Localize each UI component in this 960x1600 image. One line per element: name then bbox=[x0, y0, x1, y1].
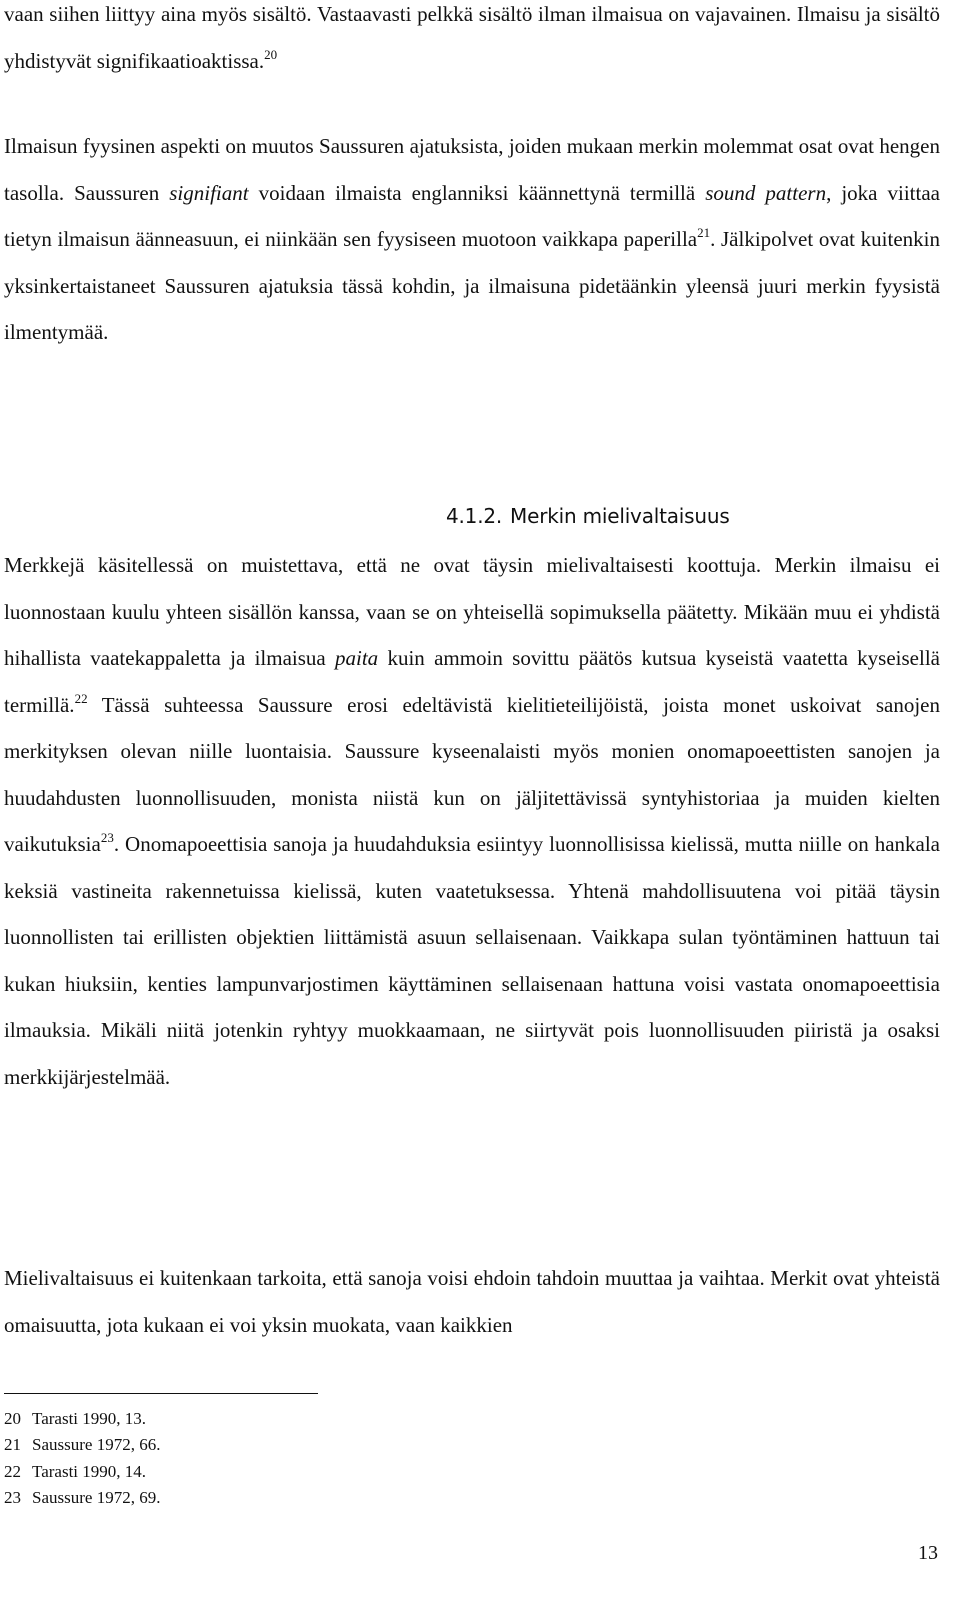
text-run: Ilmaisun fyysinen aspekti on muutos Saussuren ajatuksista, joiden mukaan merkin molemmat osat ovat hengen tasolla. Saussuren bbox=[4, 134, 940, 205]
text-run: voidaan ilmaista englanniksi käännettynä termillä bbox=[248, 180, 706, 205]
footnote-item bbox=[4, 1406, 160, 1432]
footnote-text: Saussure 1972, 66. bbox=[32, 1435, 161, 1455]
text-run: vaan siihen liittyy aina myös sisältö. Vastaavasti pelkkä sisältö ilman ilmaisua on vajavainen. Ilmaisu ja sisältö yhdistyvät signifikaatioaktissa. bbox=[4, 2, 940, 73]
footnote-item bbox=[4, 1432, 160, 1458]
text-run: kuin ammoin sovittu päätös kutsua kyseistä vaatetta kyseisellä termillä. bbox=[4, 646, 940, 717]
italic-term-paita: paita bbox=[335, 646, 379, 670]
footnote-separator bbox=[4, 1393, 318, 1394]
footnote-item bbox=[4, 1485, 160, 1511]
text-run: Mielivaltaisuus ei kuitenkaan tarkoita, että sanoja voisi ehdoin tahdoin muuttaa ja vaihtaa. Merkit ovat yhteistä omaisuutta, jota kukaan ei voi yksin muokata, vaan kaikkien bbox=[4, 1266, 940, 1337]
paragraph-4 bbox=[4, 1255, 940, 1348]
footnote-text: Saussure 1972, 69. bbox=[32, 1487, 161, 1507]
footnote-item bbox=[4, 1459, 160, 1485]
section-heading bbox=[446, 498, 730, 534]
footnote-number: 22 bbox=[4, 1461, 21, 1481]
footnote-ref-22: 22 bbox=[74, 690, 88, 706]
footnote-ref-21: 21 bbox=[697, 225, 711, 240]
footnote-number: 23 bbox=[4, 1487, 21, 1507]
section-title: Merkin mielivaltaisuus bbox=[510, 504, 730, 528]
section-number: 4.1.2. bbox=[446, 504, 503, 528]
footnote-ref-20: 20 bbox=[264, 46, 278, 62]
paragraph-2 bbox=[4, 123, 940, 356]
paragraph-1 bbox=[4, 0, 940, 84]
footnote-number: 20 bbox=[4, 1409, 21, 1428]
footnote-text: Tarasti 1990, 13. bbox=[32, 1409, 147, 1428]
footnote-text: Tarasti 1990, 14. bbox=[32, 1461, 147, 1481]
text-run: . Onomapoeettisia sanoja ja huudahduksia esiintyy luonnollisissa kielissä, mutta niille on hankala keksiä vastineita rakennetuissa kielissä, kuten vaatetuksessa. Yhtenä mahdollisuutena voi pitää täysin luonnollisten tai erillisten objektien liittämistä asuun sellaisenaan. Vaikkapa sulan työntäminen hattuun tai kukan hiuksiin, kenties lampunvarjostimen käyttäminen sellaisenaan hattuna voisi vastata onomapoeettisia ilmauksia. Mikäli niitä jotenkin ryhtyy muokkaamaan, ne siirtyvät pois luonnollisuuden piiristä ja osaksi merkkijärjestelmää. bbox=[4, 832, 940, 1089]
italic-term-sound-pattern: sound pattern bbox=[705, 180, 827, 205]
footnote-number: 21 bbox=[4, 1435, 21, 1455]
footnote-ref-23: 23 bbox=[100, 830, 114, 845]
page-number: 13 bbox=[918, 1542, 938, 1564]
text-run: Tässä suhteessa Saussure erosi edeltävistä kielitieteilijöistä, joista monet uskoivat sanojen merkityksen olevan niille luontaisia. Saussure kyseenalaisti myös monien onomapoeettisten sanojen ja huudahdusten luonnollisuuden, monista niistä kun on jäljitettävissä syntyhistoriaa ja muiden kielten vaikutuksia bbox=[4, 692, 940, 856]
paragraph-3 bbox=[4, 542, 940, 1100]
text-run: . Jälkipolvet ovat kuitenkin yksinkertaistaneet Saussuren ajatuksia tässä kohdin, ja ilmaisuna pidetäänkin yleensä juuri merkin fyysistä ilmentymää. bbox=[4, 227, 940, 344]
italic-term-signifiant: signifiant bbox=[169, 180, 249, 205]
text-run: , joka viittaa tietyn ilmaisun äänneasuun, ei niinkään sen fyysiseen muotoon vaikkapa paperilla bbox=[4, 180, 940, 251]
footnote-list bbox=[4, 1406, 160, 1511]
text-run: Merkkejä käsitellessä on muistettava, että ne ovat täysin mielivaltaisesti koottuja. Merkin ilmaisu ei luonnostaan kuulu yhteen sisällön kanssa, vaan se on yhteisellä sopimuksella päätetty. Mikään muu ei yhdistä hihallista vaatekappaletta ja ilmaisua bbox=[4, 553, 940, 670]
